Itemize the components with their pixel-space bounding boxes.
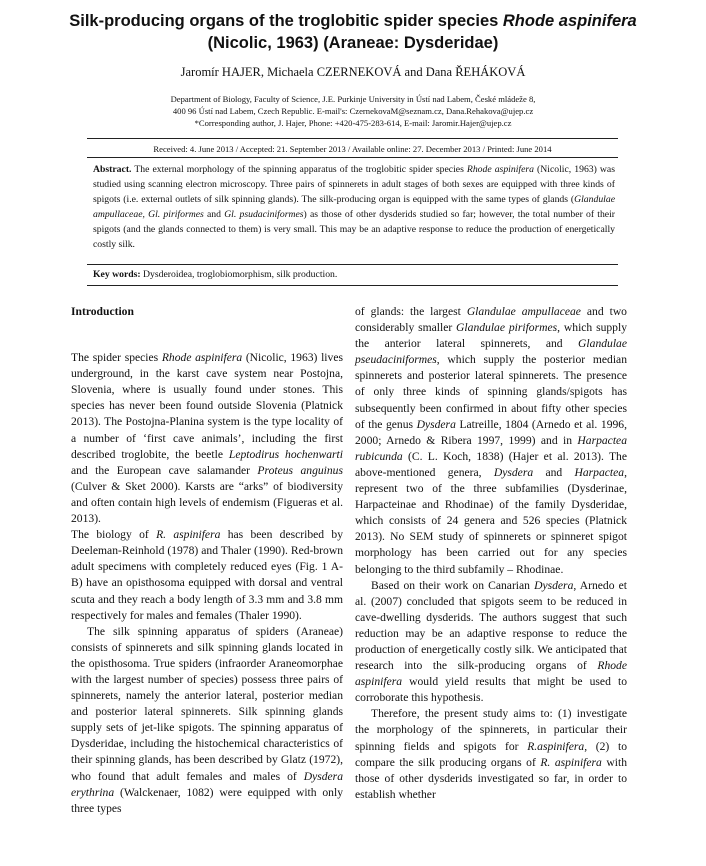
title-line2: (Nicolic, 1963) (Araneae: Dysderidae) (207, 34, 499, 52)
text-run: and two considerably smaller (355, 305, 627, 335)
author-list: Jaromír HAJER, Michaela CZERNEKOVÁ and Dana ŘEHÁKOVÁ (180, 65, 526, 79)
section-heading-introduction: Introduction (71, 305, 134, 318)
divider (87, 157, 618, 158)
text-run: , Arnedo et al. (2007) concluded that spigots seem to be reduced in cave-dwelling dysderids. The authors suggest that such reduction may be an adaptive response to reduce the production of energetically costly silk. We anticipated that research into the silk-producing organs of (355, 578, 627, 673)
divider (87, 285, 618, 286)
species-name: Proteus anguinus (257, 463, 343, 477)
gland-name: Glandulae pseudaciniformes (355, 337, 627, 367)
divider (87, 264, 618, 265)
abstract-text: The external morphology of the spinning apparatus of the troglobitic spider species (131, 164, 467, 175)
abstract-text: (Nicolic, 1963) was studied using scanning electron microscopy. Three pairs of spinnerets in adult stages of both sexes are equipped with three kinds of spigots (i.e. external outlets of silk spinning glands). The silk-producing organ is equipped with the same types of glands ( (93, 164, 615, 206)
text-run: Therefore, the present study aims to: (1) investigate the morphology of the spinnerets, in particular their spinning fields and spigots for (355, 707, 627, 753)
abstract-species: Rhode aspinifera (466, 164, 534, 175)
abstract-text: ) as those of other dysderids studied so far; however, the total number of their spigots (and the glands connected to them) is very small. This may be an adaptive response to reduce the production of energetically costly silk. (93, 209, 616, 251)
species-name: Rhode aspinifera (161, 351, 243, 365)
text-run: Based on their work on Canarian (371, 578, 535, 592)
abstract-text: and (203, 209, 225, 221)
abstract-gland-names: Gl. psudaciniformes (224, 209, 304, 221)
text-run: , which supply the posterior median spinnerets and posterior lateral spinnerets. The presence of only three kinds of spinning glands/spigots has subsequently been confirmed in about fifty other species of the genus (355, 353, 627, 431)
species-name: R.aspinifera (527, 739, 585, 753)
genus-name: Dysdera (534, 578, 574, 592)
left-column (71, 304, 343, 817)
affiliation-line: 400 96 Ústí nad Labem, Czech Republic. E-mail's: CzernekovaM@seznam.cz, Dana.Rehakova@ujep.cz (172, 106, 534, 116)
text-run: The spider species (71, 351, 162, 365)
species-name: Leptodirus hochenwarti (228, 447, 343, 461)
text-run: with those of other dysderids investigated so far, in order to establish whether (355, 755, 627, 801)
text-run: (C. L. Koch, 1838) (Hajer et al. 2013). The above-mentioned genera, (355, 449, 627, 479)
genus-name: Harpactea (574, 465, 625, 479)
text-run: and (533, 465, 575, 479)
text-run: has been described by Deeleman-Reinhold (1978) and Thaler (1990). Red-brown adult specimens with completely reduced eyes (Fig. 1 A-B) have an opisthosoma equipped with dorsal and ventral scuta and they reach a body length of 3.3 mm and 3.8 mm respectively for males and females (Thaler 1990). (71, 528, 344, 622)
text-run: would yield results that might be used to corroborate this hypothesis. (355, 675, 627, 705)
species-name: Harpactea rubicunda (355, 433, 627, 463)
article-title (60, 10, 646, 54)
intro-paragraph-3 (71, 624, 343, 817)
text-run: The silk spinning apparatus of spiders (Araneae) consists of spinnerets and silk spinning glands located in the opisthosoma. True spiders (infraorder Araneomorphae with the largest number of species) possess three pairs of spinnerets, namely the anterior lateral, posterior median and posterior lateral spinnerets. Silk spinning glands supply sets of jet-like spigots. The spinning apparatus of Dysderidae, including the histochemical characteristics of their spinning glands, has been described by Glatz (1972), who found that adult females and males of (71, 624, 343, 783)
abstract (93, 162, 615, 253)
title-text: Silk-producing organs of the troglobitic spider species (69, 12, 503, 30)
text-run: The biology of (71, 528, 157, 542)
text-run: and the European cave salamander (71, 463, 258, 477)
keywords-label: Key words: (93, 269, 141, 280)
intro-paragraph-2 (71, 527, 343, 624)
corresponding-author-line: *Corresponding author, J. Hajer, Phone: +420-475-283-614, E-mail: Jaromir.Hajer@ujep.cz (194, 118, 512, 128)
species-name: R. aspinifera (540, 755, 602, 769)
divider (87, 138, 618, 139)
received-dates: Received: 4. June 2013 / Accepted: 21. September 2013 / Available online: 27. December 2013 / Printed: June 2014 (153, 144, 552, 154)
intro-paragraph-6 (355, 706, 627, 803)
text-run: (Nicolic, 1963) lives underground, in the karst cave system near Postojna, Slovenia, where is usually found under stones. This species has never been found outside Slovenia (Platnick 2013). The Postojna-Planina system is the type locality of a number of ‘first cave animals’, including the first described troglobite, the beetle (71, 351, 343, 461)
intro-paragraph-5 (355, 578, 627, 707)
keywords-text: Dysderoidea, troglobiomorphism, silk production. (140, 269, 338, 280)
abstract-gland-names: Glandulae ampullaceae, Gl. piriformes (93, 194, 615, 221)
genus-name: Dysdera (416, 417, 456, 431)
species-name: R. aspinifera (156, 528, 221, 542)
text-run: Latreille, 1804 (Arnedo et al. 1996, 2000; Arnedo & Ribera 1997, 1999) and in (355, 417, 627, 447)
text-run: of glands: the largest (355, 305, 467, 318)
abstract-label: Abstract. (93, 164, 132, 175)
intro-paragraph-4 (355, 304, 627, 578)
species-name: Dysdera erythrina (71, 769, 343, 799)
intro-paragraph-1 (71, 350, 343, 527)
text-run: , represent two of the three subfamilies (Dysderinae, Harpacteinae and Rhodinae) of the family Dysderidae, which consists of 24 genera and 526 species (Platnick 2013). No SEM study of spinnerets or spinneret spigot morphology has been carried out for any species belonging to the third subfamily – Rhodinae. (355, 465, 627, 576)
text-run: (Walckenaer, 1082) were equipped with only three types (71, 785, 343, 815)
genus-name: Dysdera (493, 465, 534, 479)
title-species: Rhode aspinifera (502, 12, 637, 30)
text-run: , (2) to compare the silk producing organs of (355, 739, 627, 769)
gland-name: Glandulae piriformes (456, 321, 558, 335)
species-name: Rhode aspinifera (355, 659, 627, 689)
right-column (355, 304, 627, 803)
affiliation-line: Department of Biology, Faculty of Science, J.E. Purkinje University in Ústí nad Labem, České mládeže 8, (170, 94, 536, 104)
affiliation-block (80, 93, 626, 129)
gland-name: Glandulae ampullaceae (466, 305, 581, 318)
text-run: (Culver & Sket 2000). Karsts are “arks” of biodiversity and often contain high levels of endemism (Figueras et al. 2013). (71, 479, 343, 526)
keywords (93, 268, 615, 282)
text-run: , which supply the anterior lateral spinnerets, and (355, 321, 627, 351)
